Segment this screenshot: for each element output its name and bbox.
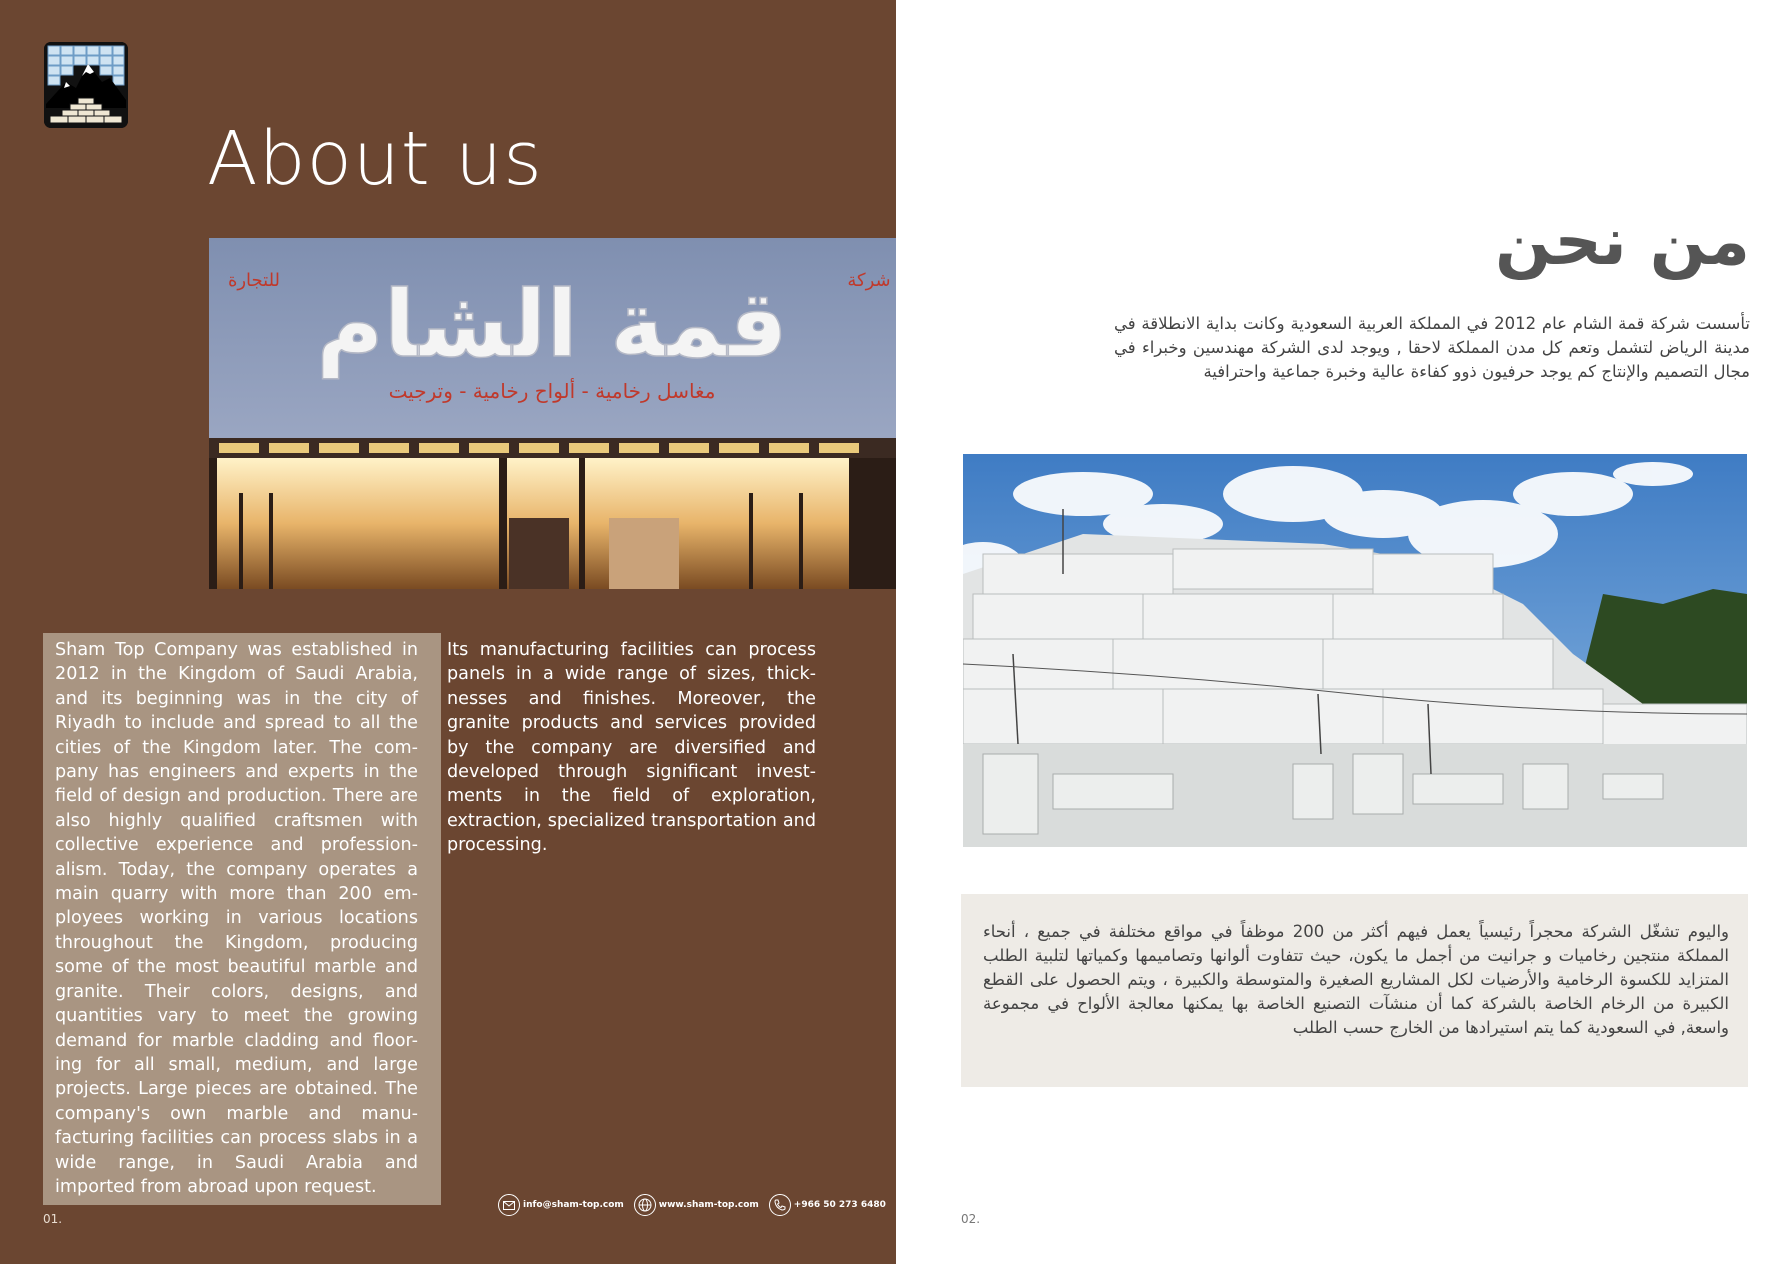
storefront-photo bbox=[209, 238, 896, 589]
contact-email[interactable] bbox=[498, 1194, 624, 1216]
about-text-col2: Its manufacturing facilities can process panels in a wide range of sizes, thick-nesses and finishes. Moreover, the granite products and services provided by the company are diversified and developed through significant invest-ments in the field of exploration, extraction, specialized transportation and processing. bbox=[447, 640, 816, 856]
intro-text-ar: تأسست شركة قمة الشام عام 2012 في المملكة العربية السعودية وكانت بداية الانطلاقة في مدينة الرياض لتشمل وتعم كل مدن المملكة لاحقا , ويوجد لدى الشركة مهندسين وخبراء في مجال التصميم والإنتاج كم يوجد حرفيون ذوو كفاءة عالية وخبرة جماعية واحترافية bbox=[1114, 314, 1750, 381]
about-text-col2-wrap bbox=[447, 638, 816, 858]
page-number-right: 02. bbox=[961, 1212, 981, 1226]
sign-main-text: قمة الشام bbox=[316, 271, 788, 378]
contact-phone[interactable] bbox=[769, 1194, 886, 1216]
contact-bar bbox=[498, 1194, 886, 1216]
sign-side-right-text: شركة bbox=[847, 270, 891, 291]
box-text-ar: واليوم تشغّل الشركة محجراً رئيسياً يعمل فيهم أكثر من 200 موظفاً في مواقع مختلفة في جميع ، أنحاء المملكة منتجين رخاميات و جرانيت من أجمل ما يكون، حيث تتفاوت ألوانها وتصاميمها وكمياتها لتلبية الطلب المتزايد للكسوة الرخامية والأرضيات لكل المشاريع الصغيرة والمتوسطة والكبيرة ، ويتم الحصول على القطع الكبيرة من الرخام الخاصة بالشركة كما أن منشآت التصنيع الخاصة بها يمكنها معالجة الألواح في مجموعة واسعة, في السعودية كما يتم استيرادها من الخارج حسب الطلب bbox=[983, 922, 1729, 1037]
contact-email-text: info@sham-top.com bbox=[523, 1200, 624, 1210]
mountain-logo-icon bbox=[44, 42, 128, 128]
arabic-text-box bbox=[961, 894, 1748, 1087]
about-text-box bbox=[43, 633, 441, 1205]
mail-icon bbox=[498, 1194, 520, 1216]
page-title-ar: من نحن bbox=[1495, 203, 1750, 280]
page-number-left: 01. bbox=[43, 1212, 63, 1226]
page-title-en: About us bbox=[207, 116, 543, 202]
contact-website[interactable] bbox=[634, 1194, 759, 1216]
phone-icon bbox=[769, 1194, 791, 1216]
contact-website-text: www.sham-top.com bbox=[658, 1200, 759, 1210]
company-logo bbox=[44, 42, 128, 128]
sign-side-left-text: للتجارة bbox=[227, 270, 281, 291]
globe-icon bbox=[634, 1194, 656, 1216]
sign-sub-text: مغاسل رخامية - ألواح رخامية - وترجيت bbox=[388, 379, 716, 403]
quarry-photo bbox=[963, 454, 1747, 847]
about-text-col1: Sham Top Company was established in 2012 in the Kingdom of Saudi Arabia, and its beginning was in the city of Riyadh to include and spread to all the cities of the Kingdom later. The com-pany has engineers and experts in the field of design and production. There are also highly qualified craftsmen with collective experience and profession-alism. Today, the company operates a main quarry with more than 200 em-ployees working in various locations throughout the Kingdom, producing some of the most beautiful marble and granite. Their colors, designs, and quantities vary to meet the growing demand for marble cladding and floor-ing for all small, medium, and large projects. Large pieces are obtained. The company's own marble and manu-facturing facilities can process slabs in a wide range, in Saudi Arabia and imported from abroad upon request. bbox=[55, 640, 418, 1197]
contact-phone-text: +966 50 273 6480 bbox=[793, 1200, 886, 1210]
